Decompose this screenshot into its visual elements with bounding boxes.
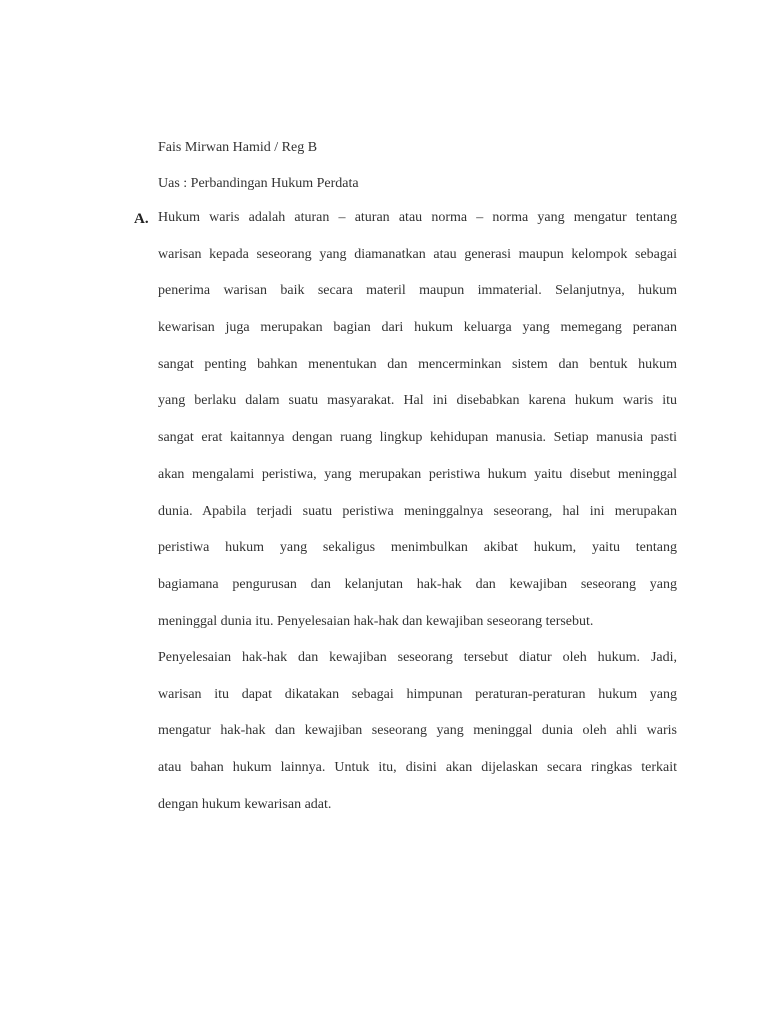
paragraph-line: meninggal dunia itu. Penyelesaian hak-hak dan kewajiban seseorang tersebut. xyxy=(158,613,594,629)
paragraph-line: peristiwa hukum yang sekaligus menimbulkan akibat hukum, yaitu tentang xyxy=(158,540,677,556)
paragraph-line: kewarisan juga merupakan bagian dari hukum keluarga yang memegang peranan xyxy=(158,320,677,336)
paragraph-line: bagiamana pengurusan dan kelanjutan hak-hak dan kewajiban seseorang yang xyxy=(158,576,677,592)
author-line: Fais Mirwan Hamid / Reg B xyxy=(158,140,318,155)
paragraph-line: dengan hukum kewarisan adat. xyxy=(158,796,332,812)
paragraph-line: sangat penting bahkan menentukan dan mencerminkan sistem dan bentuk hukum xyxy=(158,356,677,372)
paragraph-line: Penyelesaian hak-hak dan kewajiban seseorang tersebut diatur oleh hukum. Jadi, xyxy=(158,650,677,665)
paragraph-line: dunia. Apabila terjadi suatu peristiwa meninggalnya seseorang, hal ini merupakan xyxy=(158,503,677,519)
paragraph-line: yang berlaku dalam suatu masyarakat. Hal ini disebabkan karena hukum waris itu xyxy=(158,393,677,409)
paragraph-line: akan mengalami peristiwa, yang merupakan peristiwa hukum yaitu disebut meninggal xyxy=(158,466,677,482)
paragraph-line: warisan kepada seseorang yang diamanatkan atau generasi maupun kelompok sebagai xyxy=(158,246,677,262)
paragraph-line: atau bahan hukum lainnya. Untuk itu, disini akan dijelaskan secara ringkas terkait xyxy=(158,760,677,776)
exam-title: Uas : Perbandingan Hukum Perdata xyxy=(158,176,359,191)
section-marker: A. xyxy=(134,211,149,227)
paragraph-line: penerima warisan baik secara materil maupun immaterial. Selanjutnya, hukum xyxy=(158,283,677,299)
paragraph-2 xyxy=(158,640,677,823)
paragraph-1 xyxy=(158,200,677,640)
paragraph-line: Hukum waris adalah aturan – aturan atau norma – norma yang mengatur tentang xyxy=(158,210,677,225)
paragraph-line: warisan itu dapat dikatakan sebagai himpunan peraturan-peraturan hukum yang xyxy=(158,686,677,702)
paragraph-line: sangat erat kaitannya dengan ruang lingkup kehidupan manusia. Setiap manusia pasti xyxy=(158,430,677,446)
paragraph-line: mengatur hak-hak dan kewajiban seseorang yang meninggal dunia oleh ahli waris xyxy=(158,723,677,739)
